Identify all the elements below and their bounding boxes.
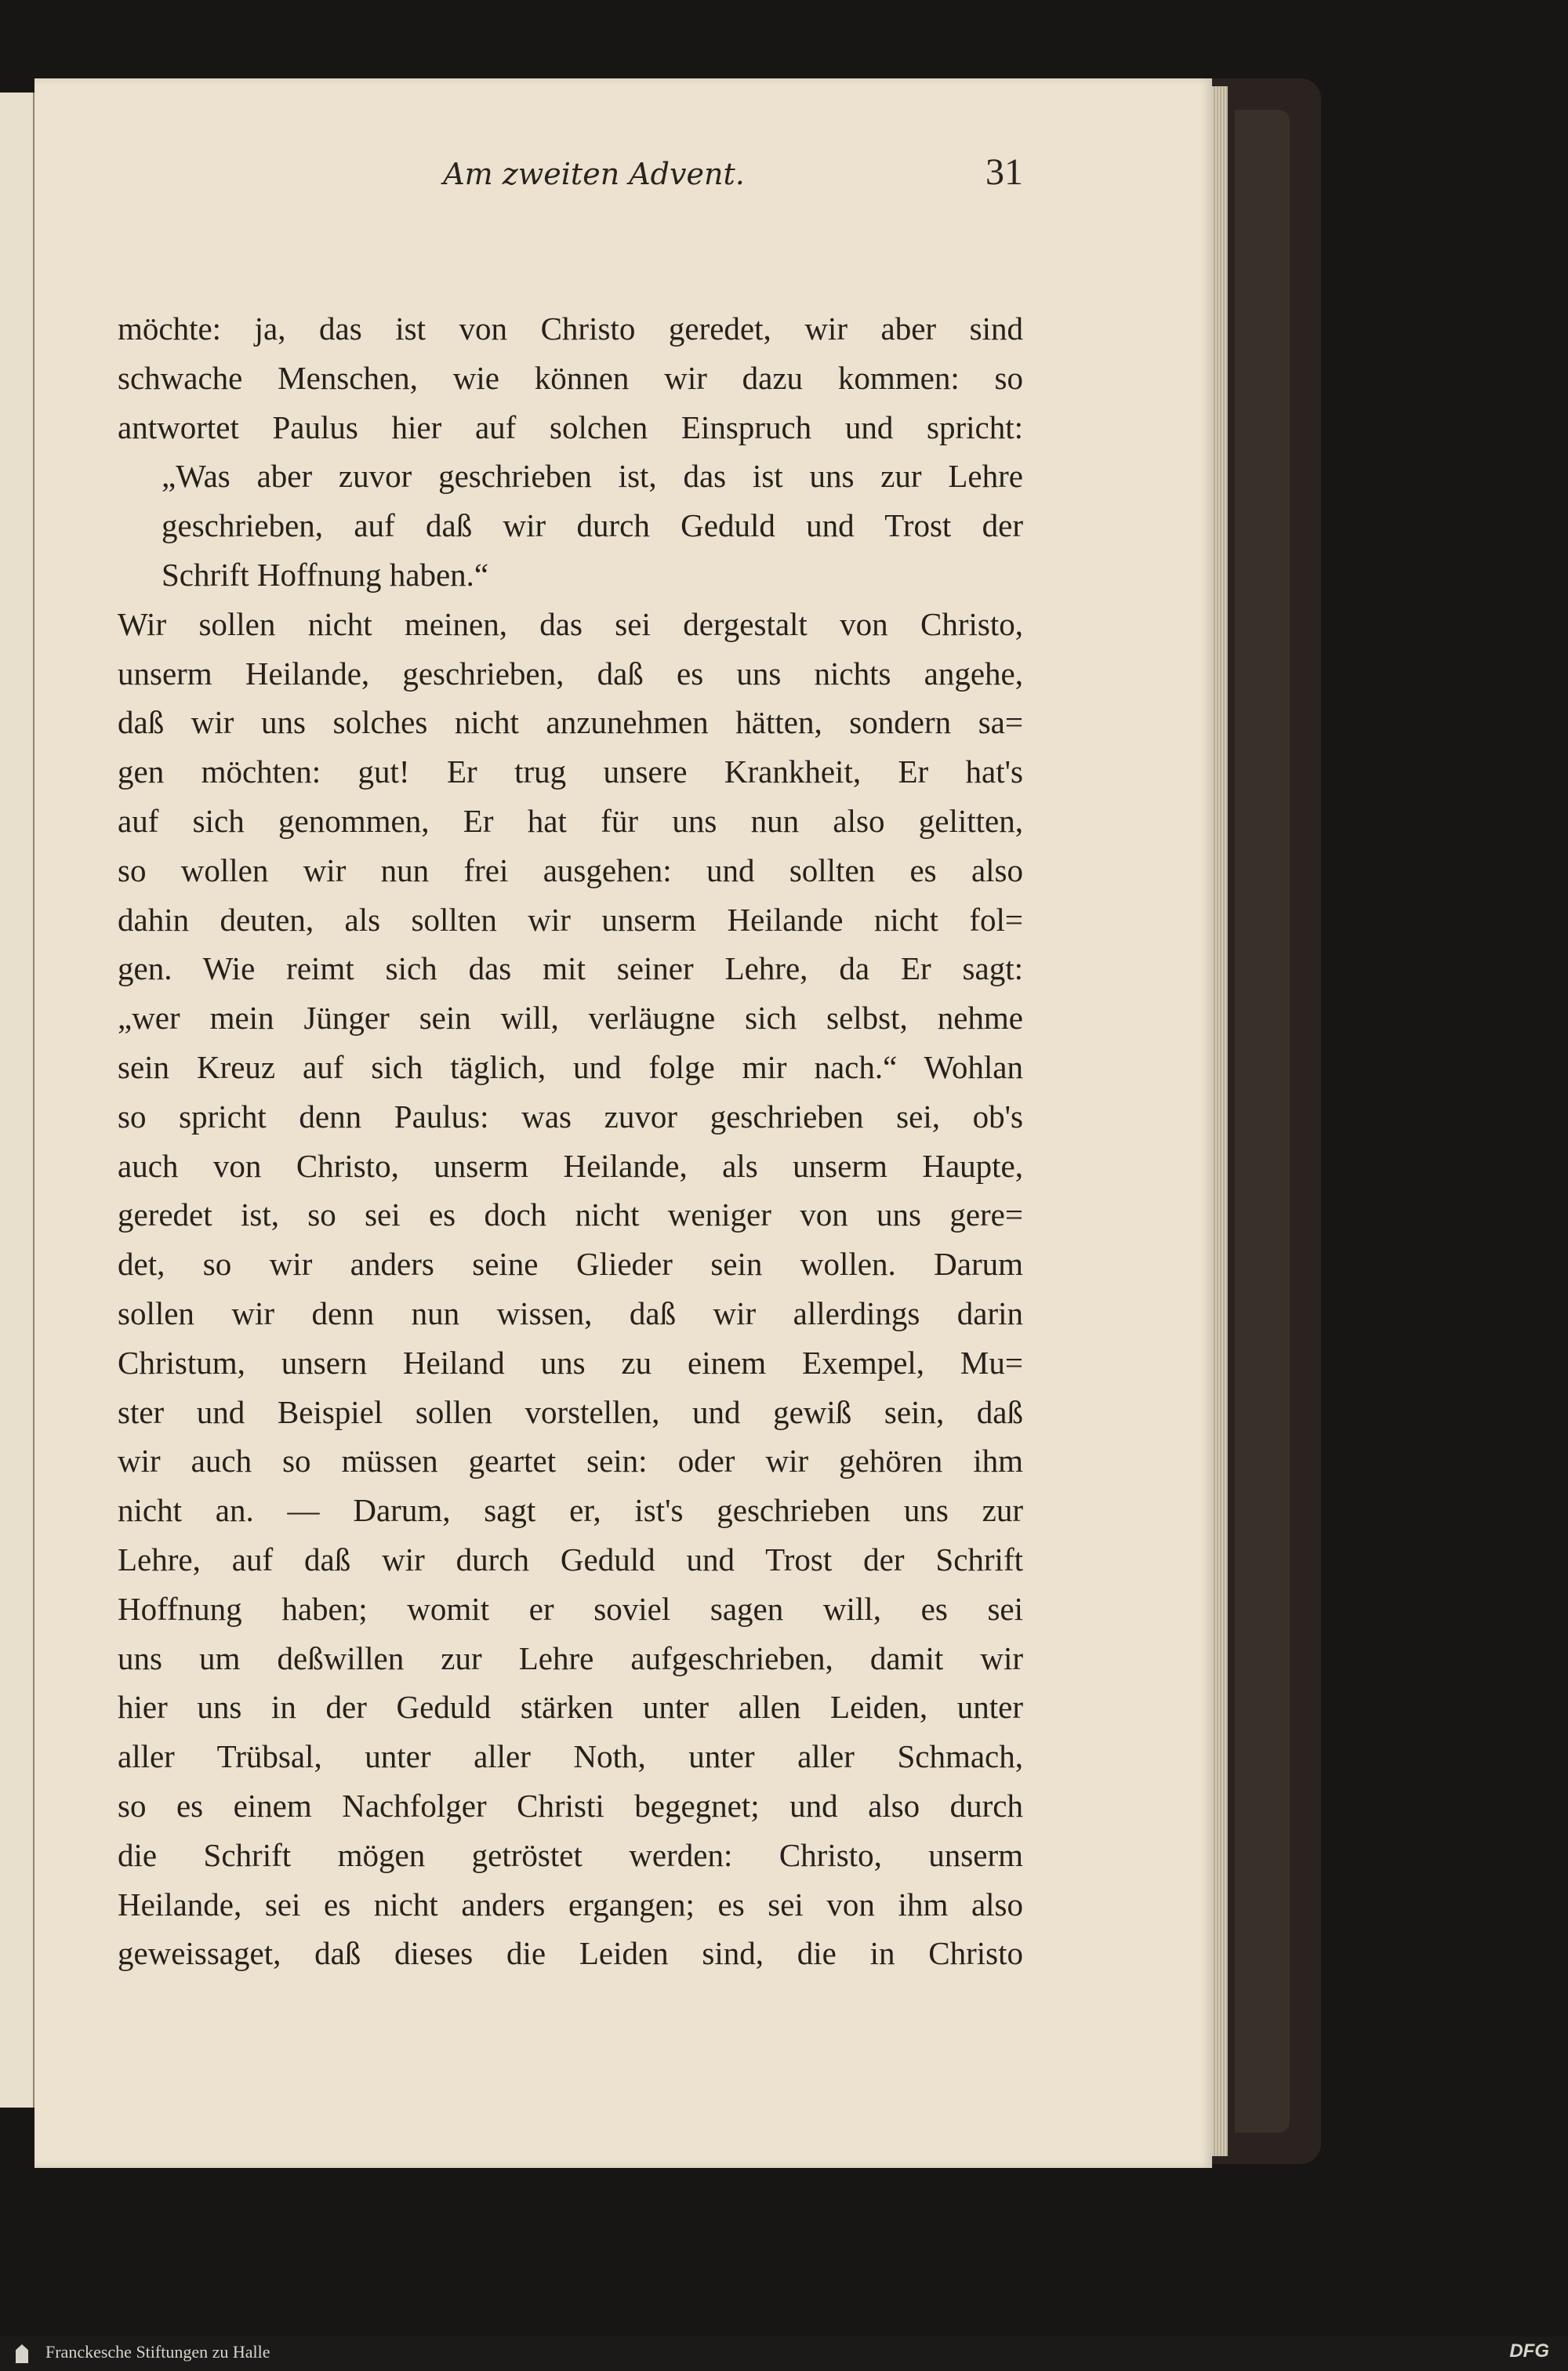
text-line: auch von Christo, unserm Heilande, als unserm Haupte,	[118, 1147, 1023, 1184]
text-line: Hoffnung haben; womit er soviel sagen will, es sei	[118, 1590, 1023, 1627]
text-line: geredet ist, so sei es doch nicht weniger von uns gere=	[118, 1196, 1023, 1233]
text-line: möchte: ja, das ist von Christo geredet, wir aber sind	[118, 310, 1023, 347]
page-number: 31	[985, 151, 1023, 193]
quote-line: „Was aber zuvor geschrieben ist, das ist uns zur Lehre	[162, 458, 1023, 495]
text-line: unserm Heilande, geschrieben, daß es uns nichts angehe,	[118, 655, 1023, 692]
text-line: antwortet Paulus hier auf solchen Einspruch und spricht:	[118, 408, 1023, 445]
text-line: so spricht denn Paulus: was zuvor geschrieben sei, ob's	[118, 1098, 1023, 1135]
page-fore-edge	[1212, 86, 1228, 2156]
body-text	[118, 304, 1023, 2053]
institution-name: Franckesche Stiftungen zu Halle	[45, 2342, 270, 2362]
text-line: aller Trübsal, unter aller Noth, unter aller Schmach,	[118, 1738, 1023, 1775]
book-binding	[1211, 78, 1321, 2164]
text-line: so wollen wir nun frei ausgehen: und sollten es also	[118, 851, 1023, 888]
funder-logo: DFG	[1509, 2340, 1549, 2362]
text-line: Wir sollen nicht meinen, das sei dergestalt von Christo,	[118, 605, 1023, 642]
text-line: ster und Beispiel sollen vorstellen, und gewiß sein, daß	[118, 1393, 1023, 1430]
text-line: sein Kreuz auf sich täglich, und folge mir nach.“ Wohlan	[118, 1048, 1023, 1085]
text-line: geweissaget, daß dieses die Leiden sind, die in Christo	[118, 1935, 1023, 1972]
text-line: die Schrift mögen getröstet werden: Christo, unserm	[118, 1836, 1023, 1873]
running-title: Am zweiten Advent.	[443, 157, 745, 191]
text-line: auf sich genommen, Er hat für uns nun also gelitten,	[118, 802, 1023, 839]
text-line: so es einem Nachfolger Christi begegnet; und also durch	[118, 1787, 1023, 1824]
text-line: schwache Menschen, wie können wir dazu kommen: so	[118, 359, 1023, 396]
text-line: Heilande, sei es nicht anders ergangen; es sei von ihm also	[118, 1886, 1023, 1923]
text-line: hier uns in der Geduld stärken unter allen Leiden, unter	[118, 1689, 1023, 1726]
footer-bar	[0, 2337, 1568, 2371]
text-line: daß wir uns solches nicht anzunehmen hätten, sondern sa=	[118, 704, 1023, 741]
page-header	[118, 151, 1023, 220]
text-line: gen. Wie reimt sich das mit seiner Lehre, da Er sagt:	[118, 950, 1023, 987]
quote-line: Schrift Hoffnung haben.“	[162, 556, 489, 593]
institution-logo-icon	[16, 2344, 28, 2363]
text-line: Christum, unsern Heiland uns zu einem Exempel, Mu=	[118, 1344, 1023, 1381]
text-line: det, so wir anders seine Glieder sein wollen. Darum	[118, 1246, 1023, 1283]
text-line: wir auch so müssen geartet sein: oder wir gehören ihm	[118, 1443, 1023, 1480]
text-line: sollen wir denn nun wissen, daß wir allerdings darin	[118, 1294, 1023, 1331]
text-line: nicht an. — Darum, sagt er, ist's geschrieben uns zur	[118, 1492, 1023, 1529]
text-line: uns um deßwillen zur Lehre aufgeschrieben, damit wir	[118, 1639, 1023, 1676]
text-line: Lehre, auf daß wir durch Geduld und Trost der Schrift	[118, 1541, 1023, 1578]
text-line: dahin deuten, als sollten wir unserm Heilande nicht fol=	[118, 901, 1023, 938]
text-line: gen möchten: gut! Er trug unsere Krankheit, Er hat's	[118, 753, 1023, 790]
facing-page-edge	[0, 93, 35, 2108]
quote-line: geschrieben, auf daß wir durch Geduld und Trost der	[162, 507, 1023, 544]
text-line: „wer mein Jünger sein will, verläugne sich selbst, nehme	[118, 1000, 1023, 1037]
